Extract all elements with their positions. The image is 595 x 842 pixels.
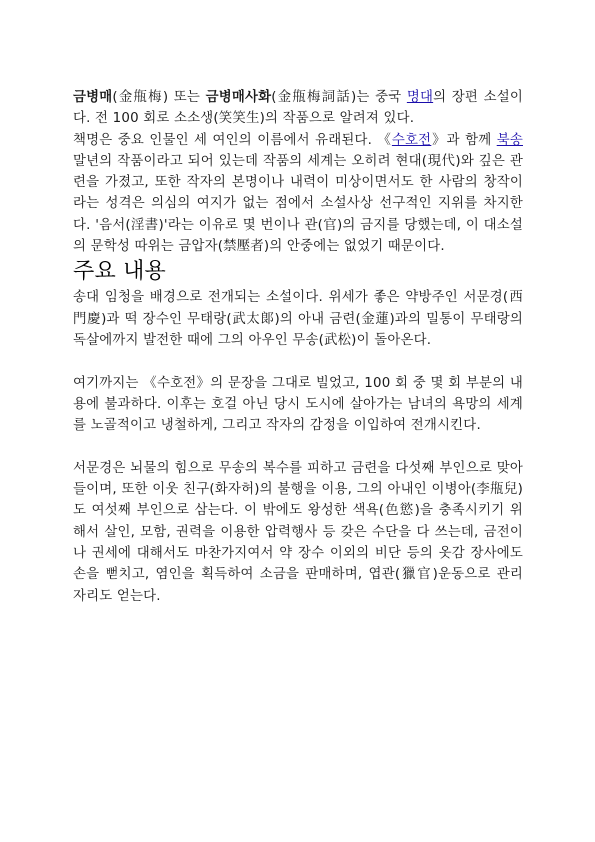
title-alt-hanja: (金甁梅詞話) — [271, 90, 357, 105]
content-paragraph-3: 서문경은 뇌물의 힘으로 무송의 복수를 피하고 금련을 다섯째 부인으로 맞아들이며, 또한 이웃 친구(화자허)의 불행을 이용, 그의 아내인 이병아(李甁兒)도 여섯째 부인으로 삼는다. 이 밖에도 왕성한 색욕(色慾)을 충족시키기 위해서 살인, 모함, 권력을 이용한 압력행사 등 갖은 수단을 다 쓰는데, 금전이나 권세에 대해서도 마찬가지여서 약 장수 이외의 비단 등의 옷감 장사에도 손을 뻗치고, 염인을 획득하여 소금을 판매하며, 엽관(獵官)운동으로 관리 자리도 얻는다. — [73, 460, 523, 604]
link-suhojeon[interactable]: 수호전 — [391, 132, 432, 148]
origin-text: 말년의 작품이라고 되어 있는데 작품의 세계는 오히려 현대(現代)와 깊은 관련을 가졌고, 또한 작자의 본명이나 내력이 미상이면서도 한 사람의 창작이라는 성격은 의심의 여지가 없는 점에서 소설사상 선구적인 지위를 차지한다. '음서(淫書)'라는 이유로 몇 번이나 관(官)의 금지를 당했는데, 이 대소설의 문학성 따위는 금압자(禁壓者)의 안중에는 없었기 때문이다. — [73, 153, 523, 255]
link-ming-dynasty[interactable]: 명대 — [406, 90, 434, 105]
title-hanja: (金甁梅) — [112, 90, 169, 105]
title-alt: 금병매사화 — [205, 90, 272, 105]
content-paragraph-2: 여기까지는 《수호전》의 문장을 그대로 빌었고, 100 회 중 몇 회 부분의 내용에 불과하다. 이후는 호걸 아닌 당시 도시에 살아가는 남녀의 욕망의 세계를 노골적이고 냉철하게, 그리고 작자의 감정을 이입하여 전개시킨다. — [73, 375, 523, 434]
spacer — [73, 436, 523, 457]
spacer — [73, 351, 523, 372]
content-paragraph-1: 송대 임청을 배경으로 전개되는 소설이다. 위세가 좋은 약방주인 서문경(西門慶)과 떡 장수인 무태랑(武太郞)의 아내 금련(金蓮)과의 밀통이 무태랑의 독살에까지 발전한 때에 그의 아우인 무송(武松)이 돌아온다. — [73, 290, 523, 348]
origin-text: 》과 함께 — [431, 132, 497, 148]
section-heading: 주요 내용 — [73, 259, 167, 285]
link-northern-song[interactable]: 북송 — [496, 132, 523, 148]
intro-text: 는 중국 — [356, 90, 407, 105]
intro-text: 또는 — [168, 90, 206, 105]
intro-text: 의 장편 소설이다. 전 100 회로 소소생(笑笑生)의 작품으로 알려져 있다. — [73, 90, 523, 127]
origin-text: 책명은 중요 인물인 세 여인의 이름에서 유래된다. 《 — [73, 132, 392, 148]
origin-paragraph — [73, 130, 523, 258]
title-geumbyeongmae: 금병매 — [73, 90, 113, 105]
intro-paragraph — [73, 87, 523, 130]
document-page — [73, 87, 523, 607]
